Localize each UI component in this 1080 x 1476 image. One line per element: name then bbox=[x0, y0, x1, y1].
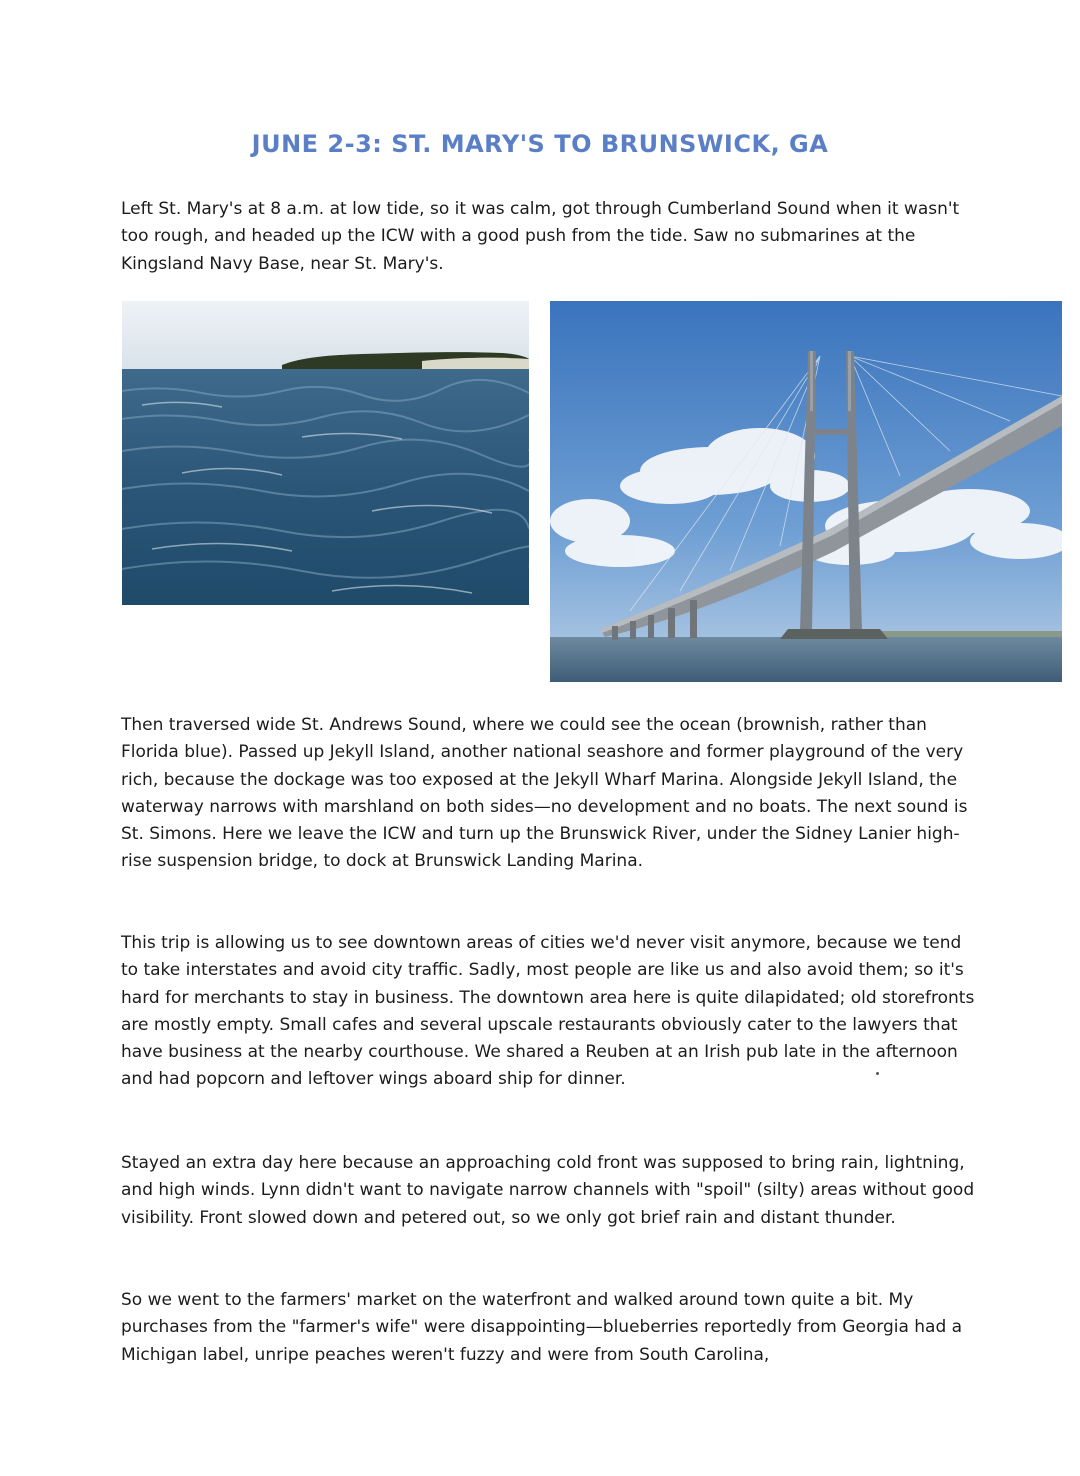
paragraph-cold-front: Stayed an extra day here because an approaching cold front was supposed to bring rain, lightning, and high winds. Lynn didn't want to navigate narrow channels with "spoil" (silty) areas without good visibility. Front slowed down and petered out, so we only got brief rain and distant thunder. bbox=[121, 1153, 975, 1228]
suspension-bridge-photo bbox=[550, 301, 1062, 682]
paragraph-farmers-market: So we went to the farmers' market on the waterfront and walked around town quite a bit. My purchases from the "farmer's wife" were disappointing—blueberries reportedly from Georgia had a Michigan label, unripe peaches weren't fuzzy and were from South Carolina, bbox=[121, 1290, 963, 1365]
paragraph-st-andrews-sound: Then traversed wide St. Andrews Sound, where we could see the ocean (brownish, rather than Florida blue). Passed up Jekyll Island, another national seashore and former playground of the very rich, because the dockage was too exposed at the Jekyll Wharf Marina. Alongside Jekyll Island, the waterway narrows with marshland on both sides—no development and no boats. The next sound is St. Simons. Here we leave the ICW and turn up the Brunswick River, under the Sidney Lanier high-rise suspension bridge, to dock at Brunswick Landing Marina. bbox=[121, 715, 968, 872]
paragraph-departure: Left St. Mary's at 8 a.m. at low tide, so it was calm, got through Cumberland Sound when it wasn't too rough, and headed up the ICW with a good push from the tide. Saw no submarines at the Kingsland Navy Base, near St. Mary's. bbox=[121, 199, 960, 274]
sound-water-photo bbox=[122, 301, 529, 605]
paragraph-downtown: This trip is allowing us to see downtown areas of cities we'd never visit anymore, because we tend to take interstates and avoid city traffic. Sadly, most people are like us and also avoid them; so it's hard for merchants to stay in business. The downtown area here is quite dilapidated; old storefronts are mostly empty. Small cafes and several upscale restaurants obviously cater to the lawyers that have business at the nearby courthouse. We shared a Reuben at an Irish pub late in the afternoon and had popcorn and leftover wings aboard ship for dinner. bbox=[121, 933, 975, 1090]
page-mark bbox=[876, 1072, 879, 1075]
page-title: JUNE 2-3: ST. MARY'S TO BRUNSWICK, GA bbox=[251, 130, 829, 158]
